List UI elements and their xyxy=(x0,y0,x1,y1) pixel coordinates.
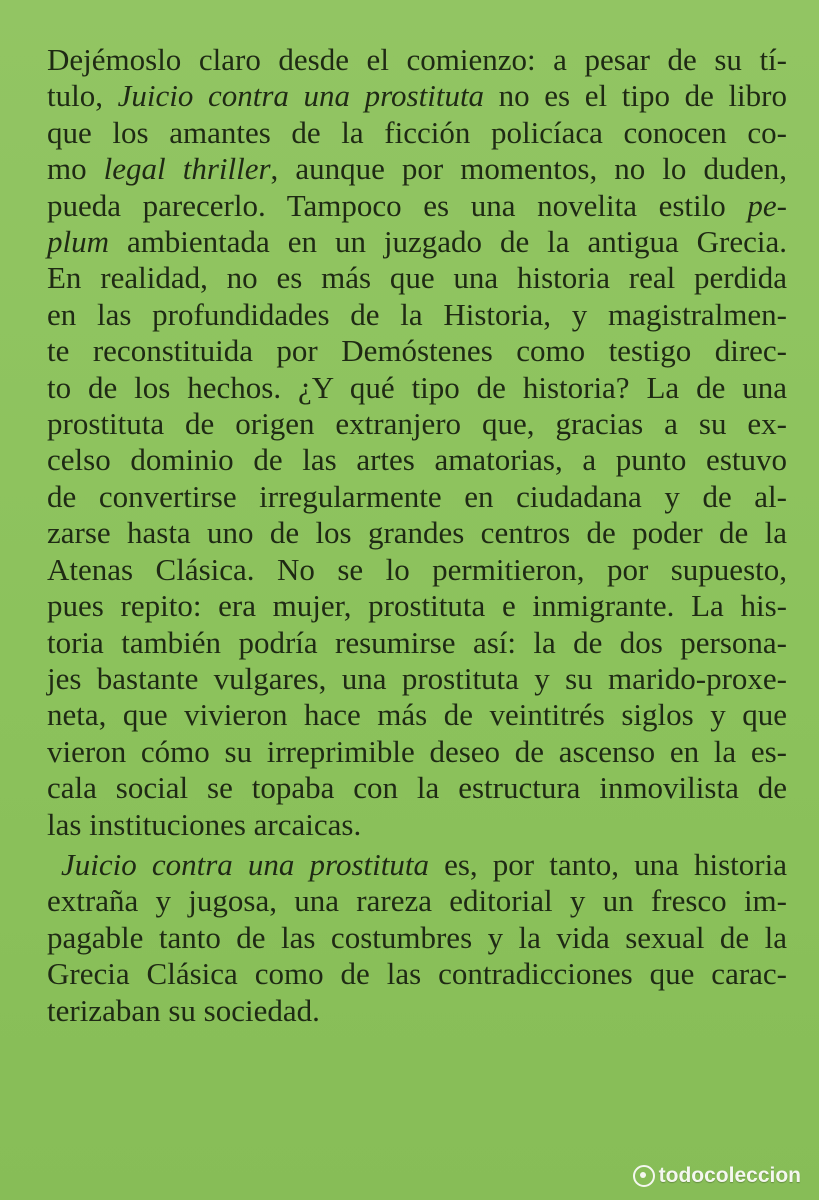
text-line xyxy=(47,956,787,992)
italic-title-span: Juicio contra una prostituta xyxy=(61,846,429,882)
text-line xyxy=(47,406,787,442)
text-line xyxy=(47,479,787,515)
text-span: prostituta de origen extranjero que, gracias a su ex- xyxy=(47,406,787,442)
text-span: de convertirse irregularmente en ciudadana y de al- xyxy=(47,478,787,514)
text-span: Grecia Clásica como de las contradicciones que carac- xyxy=(47,956,787,992)
text-span: mo xyxy=(47,151,104,187)
italic-title-span: plum xyxy=(47,224,109,260)
text-span: extraña y jugosa, una rareza editorial y un fresco im- xyxy=(47,883,787,919)
text-span: terizaban su sociedad. xyxy=(47,992,320,1028)
text-span: Atenas Clásica. No se lo permitieron, por supuesto, xyxy=(47,551,787,587)
text-line xyxy=(47,661,787,697)
text-span: te reconstituida por Demóstenes como testigo direc- xyxy=(47,333,787,369)
synopsis-text xyxy=(47,42,787,1029)
text-span: que los amantes de la ficción policíaca conocen co- xyxy=(47,114,787,150)
text-span: es, por tanto, una historia xyxy=(428,846,787,882)
text-span: celso dominio de las artes amatorias, a punto estuvo xyxy=(47,442,787,478)
text-line xyxy=(47,734,787,770)
text-span: neta, que vivieron hace más de veintitrés siglos y que xyxy=(47,697,787,733)
text-line xyxy=(47,188,787,224)
text-line xyxy=(47,552,787,588)
text-span: no es el tipo de libro xyxy=(484,78,787,114)
paragraph xyxy=(47,847,787,1029)
text-span: toria también podría resumirse así: la de dos persona- xyxy=(47,624,787,660)
text-line xyxy=(47,697,787,733)
text-line xyxy=(47,515,787,551)
text-line xyxy=(47,883,787,919)
text-line xyxy=(47,260,787,296)
text-span: Dejémoslo claro desde el comienzo: a pesar de su tí- xyxy=(47,42,787,77)
text-line xyxy=(47,847,787,883)
text-span: zarse hasta uno de los grandes centros de poder de la xyxy=(47,515,787,551)
paragraph xyxy=(47,42,787,843)
text-line xyxy=(47,297,787,333)
text-line xyxy=(47,333,787,369)
text-span: vieron cómo su irreprimible deseo de ascenso en la es- xyxy=(47,733,787,769)
text-span: en las profundidades de la Historia, y magistralmen- xyxy=(47,296,787,332)
text-span: pues repito: era mujer, prostituta e inmigrante. La his- xyxy=(47,588,787,624)
text-line xyxy=(47,588,787,624)
text-line xyxy=(47,224,787,260)
text-line xyxy=(47,115,787,151)
italic-title-span: legal thriller xyxy=(103,151,271,187)
italic-title-span: pe- xyxy=(747,187,787,223)
text-span: tulo, xyxy=(47,78,118,114)
watermark-text: todocoleccion xyxy=(658,1164,801,1187)
watermark xyxy=(633,1164,801,1188)
italic-title-span: Juicio contra una prostituta xyxy=(117,78,485,114)
text-span: ambientada en un juzgado de la antigua Grecia. xyxy=(109,224,787,260)
text-span: pueda parecerlo. Tampoco es una novelita estilo xyxy=(47,187,748,223)
todocoleccion-logo-icon xyxy=(633,1165,655,1187)
text-span: las instituciones arcaicas. xyxy=(47,806,362,842)
text-line xyxy=(47,78,787,114)
text-span: , aunque por momentos, no lo duden, xyxy=(270,151,787,187)
text-span: cala social se topaba con la estructura inmovilista de xyxy=(47,770,787,806)
text-line xyxy=(47,770,787,806)
text-line xyxy=(47,442,787,478)
text-line xyxy=(47,42,787,78)
text-line xyxy=(47,920,787,956)
text-line xyxy=(47,993,787,1029)
text-span: pagable tanto de las costumbres y la vida sexual de la xyxy=(47,919,787,955)
text-line xyxy=(47,625,787,661)
text-line xyxy=(47,151,787,187)
text-span: to de los hechos. ¿Y qué tipo de historia? La de una xyxy=(47,369,787,405)
text-line xyxy=(47,807,787,843)
text-span: jes bastante vulgares, una prostituta y su marido-proxe- xyxy=(47,660,787,696)
text-span: En realidad, no es más que una historia real perdida xyxy=(47,260,787,296)
text-line xyxy=(47,370,787,406)
